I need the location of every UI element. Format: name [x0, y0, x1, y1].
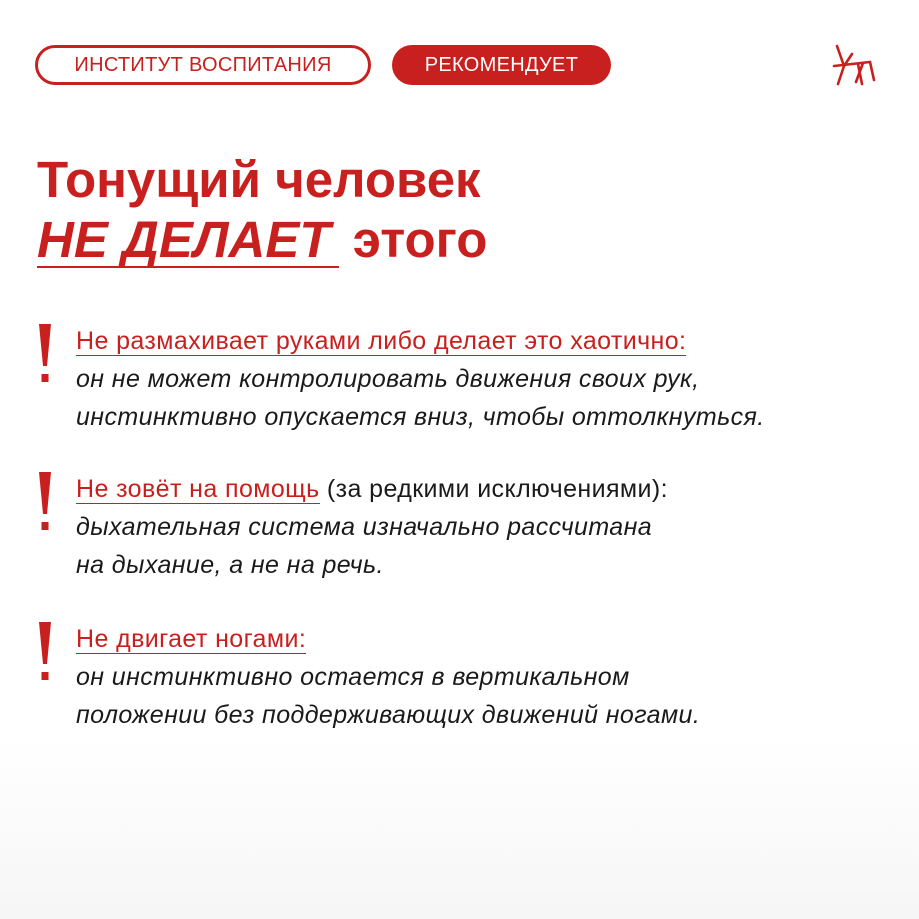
headline	[37, 150, 487, 270]
institute-tag-label: ИНСТИТУТ ВОСПИТАНИЯ	[74, 53, 332, 76]
list-item-title: Не зовёт на помощь	[76, 475, 320, 503]
list-item-text	[76, 470, 668, 584]
list-item-desc-line1: он не может контролировать движения своих рук,	[76, 365, 700, 393]
recommends-tag-label: РЕКОМЕНДУЕТ	[424, 53, 579, 76]
list-item-desc-line2: положении без поддерживающих движений ногами.	[76, 701, 701, 729]
headline-emphasis: НЕ ДЕЛАЕТ	[37, 214, 339, 268]
list-item-title: Не двигает ногами:	[76, 625, 307, 653]
headline-line1: Тонущий человек	[37, 151, 481, 208]
exclamation-icon	[36, 622, 54, 682]
list-item-title-suffix: (за редкими исключениями):	[319, 475, 668, 503]
list-item-desc-line2: на дыхание, а не на речь.	[76, 551, 384, 579]
institute-tag	[35, 45, 371, 85]
list-item-title: Не размахивает руками либо делает это хаотично:	[76, 327, 687, 355]
chair-logo-icon	[830, 42, 880, 88]
recommends-tag	[392, 45, 611, 85]
list-item-text	[76, 620, 700, 734]
headline-line2	[37, 210, 487, 270]
list-item-desc-line2: инстинктивно опускается вниз, чтобы оттолкнуться.	[76, 403, 765, 431]
headline-line2-rest: этого	[338, 211, 488, 268]
exclamation-icon	[36, 472, 54, 532]
list-item-desc-line1: дыхательная система изначально рассчитана	[76, 513, 653, 541]
exclamation-icon	[36, 324, 54, 384]
list-item-desc-line1: он инстинктивно остается в вертикальном	[76, 663, 630, 691]
list-item-text	[76, 322, 765, 436]
